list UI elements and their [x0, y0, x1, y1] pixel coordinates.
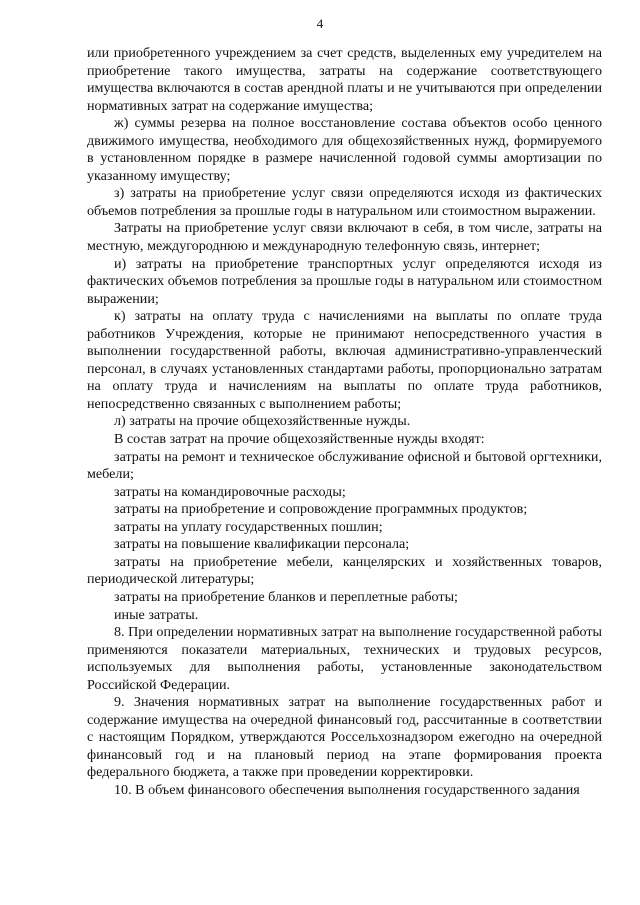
paragraph-section-9: 9. Значения нормативных затрат на выполнение государственных работ и содержание имущества на очередной финансовый год, рассчитанные в соответствии с настоящим Порядком, утверждаются Россельхознадзором ежегодно на очередной финансовый год и на плановый период на этапе формирования проекта федерального бюджета, а также при проведении корректировки. [87, 694, 602, 781]
list-item-repair-costs: затраты на ремонт и техническое обслуживание офисной и бытовой оргтехники, мебели; [87, 448, 602, 483]
list-item-software-costs: затраты на приобретение и сопровождение программных продуктов; [114, 501, 528, 518]
list-item-furniture-costs: затраты на приобретение мебели, канцелярских и хозяйственных товаров, периодической литературы; [87, 553, 602, 588]
paragraph-item-zh: ж) суммы резерва на полное восстановление состава объектов особо ценного движимого имущества, необходимого для общехозяйственных нужд, формируемого в установленном порядке в размере начисленной годовой суммы амортизации по указанному имуществу; [87, 115, 602, 184]
list-item-training-costs: затраты на повышение квалификации персонала; [114, 536, 410, 553]
paragraph-section-10: 10. В объем финансового обеспечения выполнения государственного задания [114, 781, 580, 798]
paragraph-section-8: 8. При определении нормативных затрат на выполнение государственной работы применяются показатели материальных, технических и трудовых ресурсов, используемых для выполнения работы, установленные законодательством Российской Федерации. [87, 624, 602, 693]
paragraph-item-k: к) затраты на оплату труда с начислениями на выплаты по оплате труда работников Учреждения, которые не принимают непосредственного участия в выполнении государственной работы, включая административно-управленческий персонал, в случаях установленных стандартами работы, пропорционально затратам на оплату труда и начислениям на выплаты по оплате труда работников, непосредственно связанных с выполнением работы; [87, 308, 602, 412]
paragraph-item-z: з) затраты на приобретение услуг связи определяются исходя из фактических объемов потребления за прошлые годы в натуральном или стоимостном выражении. [87, 185, 602, 219]
list-item-other-costs: иные затраты. [114, 606, 199, 623]
paragraph-communication-costs: Затраты на приобретение услуг связи включают в себя, в том числе, затраты на местную, междугороднюю и международную телефонную связь, интернет; [87, 220, 602, 255]
page-number: 4 [316, 16, 324, 31]
list-item-forms-costs: затраты на приобретение бланков и переплетные работы; [114, 588, 458, 605]
paragraph-item-i: и) затраты на приобретение транспортных услуг определяются исходя из фактических объемов потребления за прошлые годы в натуральном или стоимостном выражении; [87, 255, 602, 307]
paragraph-item-l: л) затраты на прочие общехозяйственные нужды. [114, 413, 411, 430]
paragraph-general-needs-intro: В состав затрат на прочие общехозяйственные нужды входят: [114, 431, 485, 448]
document-body [87, 45, 602, 800]
list-item-duties-costs: затраты на уплату государственных пошлин; [114, 518, 383, 535]
list-item-travel-costs: затраты на командировочные расходы; [114, 483, 346, 500]
paragraph-continuation: или приобретенного учреждением за счет средств, выделенных ему учредителем на приобретение такого имущества, затраты на содержание соответствующего имущества включаются в состав арендной платы и не учитываются при определении нормативных затрат на содержание имущества; [87, 45, 602, 114]
